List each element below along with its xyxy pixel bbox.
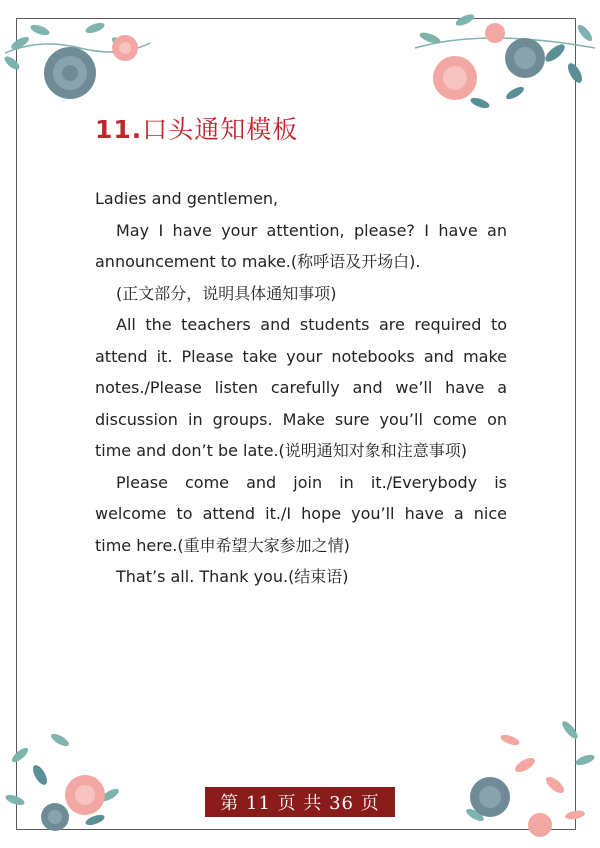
announcement-body [95,183,507,593]
title-text: 口头通知模板 [142,115,299,144]
paragraph-details: All the teachers and students are required to attend it. Please take your notebooks and make notes./Please listen carefully and we’ll have a discussion in groups. Make sure you’ll come on time and don’t be late.(说明通知对象和注意事项) [95,315,507,460]
floral-decoration-top-right-icon [405,8,600,113]
floral-decoration-bottom-left-icon [0,725,140,840]
paragraph-section-note: (正文部分，说明具体通知事项) [116,283,337,303]
floral-decoration-top-left-icon [0,8,160,118]
paragraph-greeting: Ladies and gentlemen, [95,189,279,208]
paragraph-invitation: Please come and join in it./Everybody is welcome to attend it./I hope you’ll have a nice time here.(重申希望大家参加之情) [95,472,507,555]
floral-decoration-bottom-right-icon [455,705,600,845]
page-number-footer: 第 11 页 共 36 页 [205,787,395,817]
title-number: 11. [95,115,143,144]
paragraph-closing: That’s all. Thank you.(结束语) [116,567,349,586]
paragraph-opening: May I have your attention, please? I have an announcement to make.(称呼语及开场白). [95,220,507,271]
page-title [95,110,298,146]
